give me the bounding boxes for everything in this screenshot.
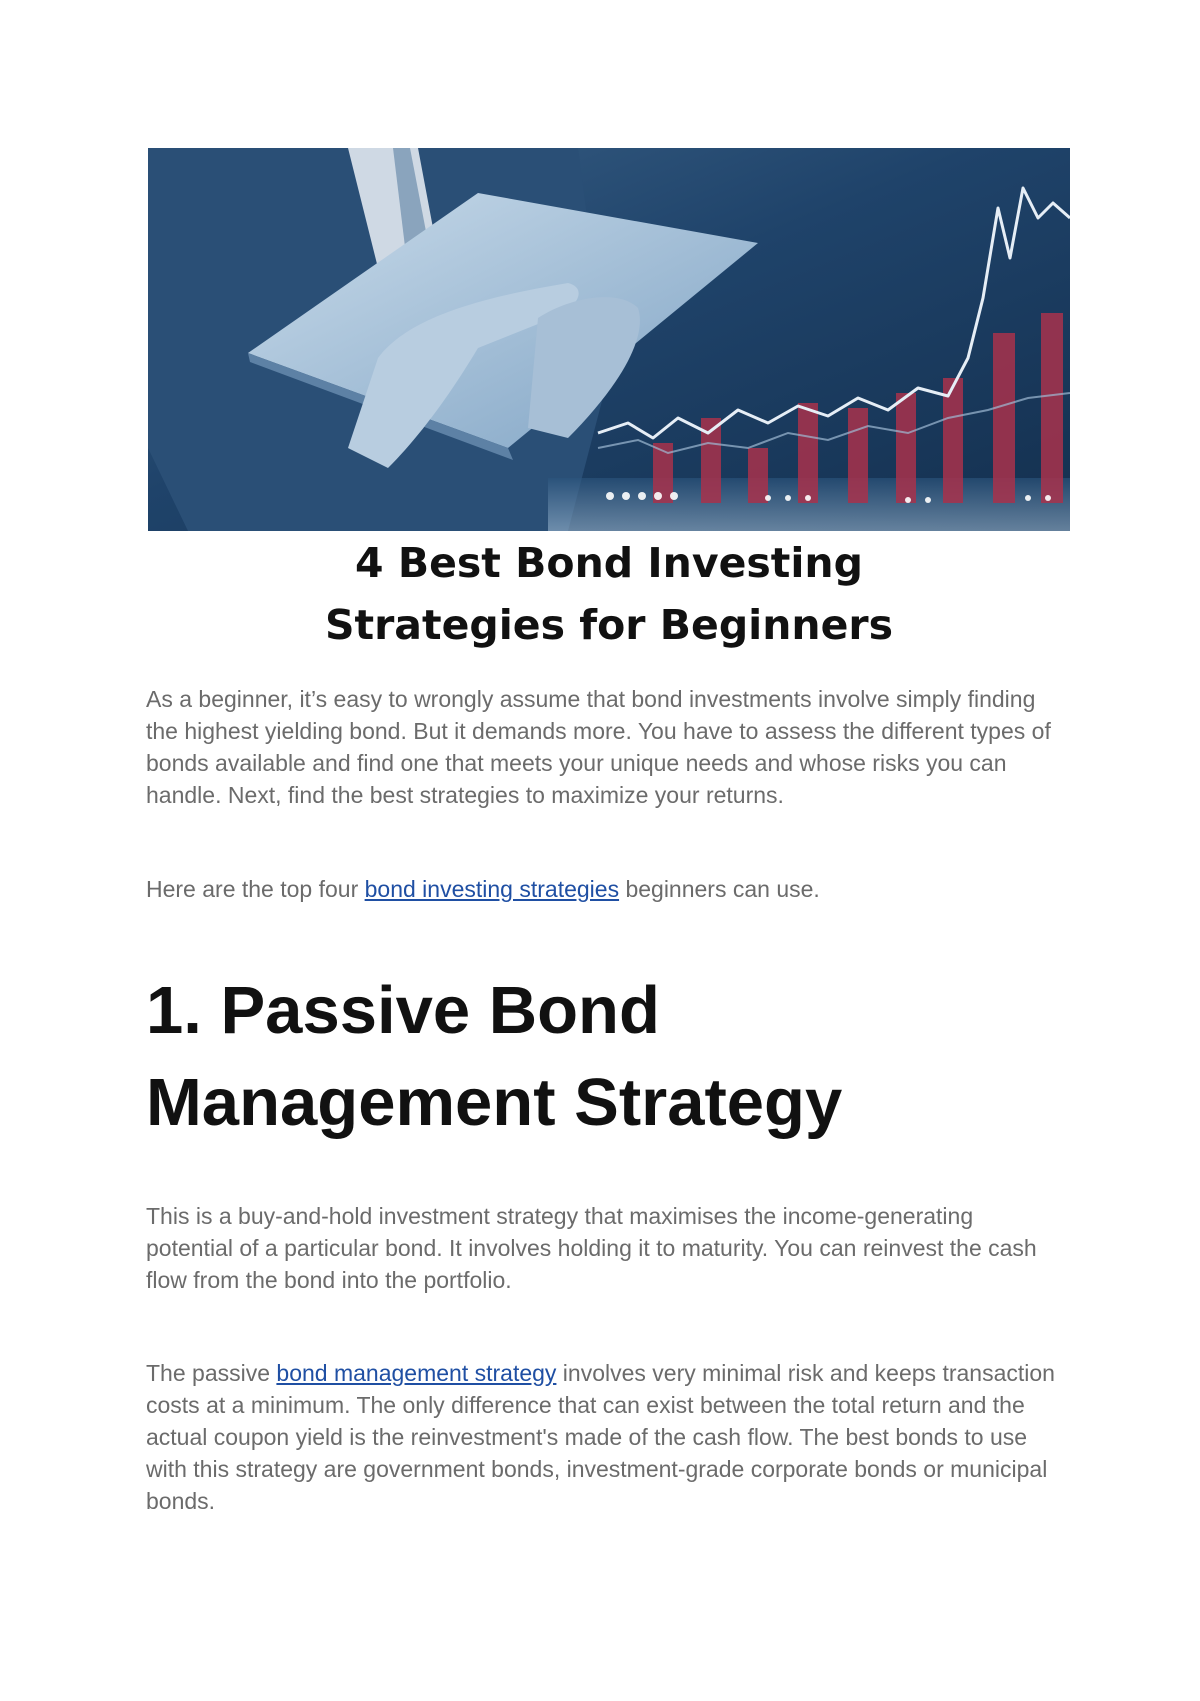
hero-title-line1: 4 Best Bond Investing <box>355 539 863 587</box>
bond-investing-strategies-link[interactable]: bond investing strategies <box>364 876 620 902</box>
hero-title-line2: Strategies for Beginners <box>324 601 894 649</box>
section-paragraph-2 <box>146 1357 1066 1517</box>
lead-text-after: beginners can use. <box>619 876 820 902</box>
hero-title <box>148 532 1070 656</box>
lead-paragraph <box>146 873 1066 905</box>
section-heading-line1: 1. Passive Bond <box>146 973 660 1048</box>
section-p2-before: The passive <box>146 1360 277 1386</box>
lead-text-before: Here are the top four <box>146 876 365 902</box>
section-heading <box>146 965 1066 1149</box>
intro-paragraph: As a beginner, it’s easy to wrongly assume that bond investments involve simply finding the highest yielding bond. But it demands more. You have to assess the different types of bonds available and find one that meets your unique needs and whose risks you can handle. Next, find the best strategies to maximize your returns. <box>146 686 1051 808</box>
section-paragraph-1: This is a buy-and-hold investment strategy that maximises the income-generating potential of a particular bond. It involves holding it to maturity. You can reinvest the cash flow from the bond into the portfolio. <box>146 1203 1037 1293</box>
hero-image <box>148 148 1070 531</box>
bond-management-strategy-link[interactable]: bond management strategy <box>276 1360 557 1386</box>
section-p2-after: involves very minimal risk and keeps transaction costs at a minimum. The only difference that can exist between the total return and the actual coupon yield is the reinvestment's made of the cash flow. The best bonds to use with this strategy are government bonds, investment-grade corporate bonds or municipal bonds. <box>146 1360 1055 1514</box>
section-heading-line2: Management Strategy <box>146 1065 843 1140</box>
